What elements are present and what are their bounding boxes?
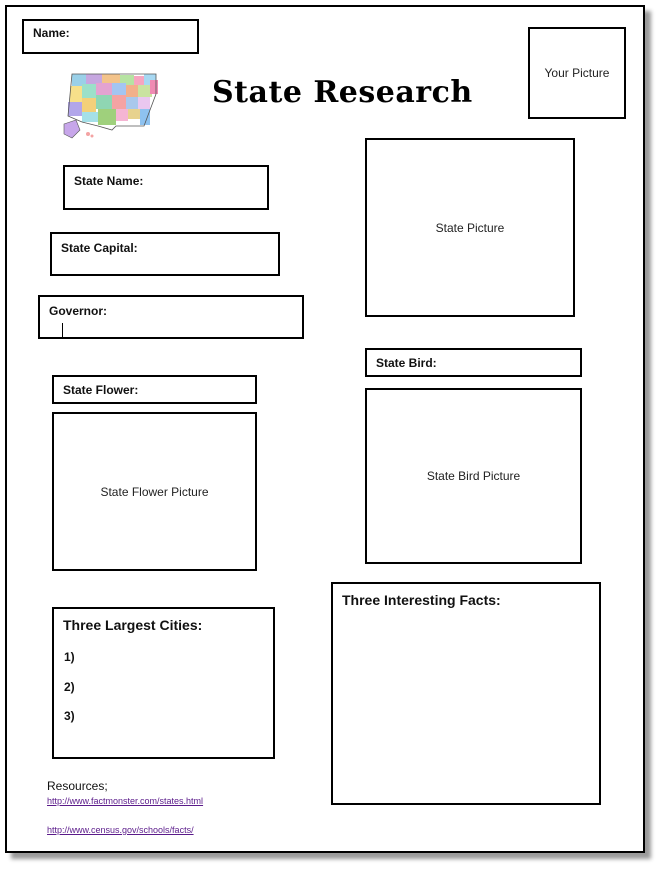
state-flower-label: State Flower:: [63, 383, 139, 397]
governor-field[interactable]: [38, 295, 304, 339]
largest-cities-label: Three Largest Cities:: [63, 617, 203, 633]
resources-label: Resources;: [47, 779, 108, 793]
state-capital-label: State Capital:: [61, 241, 138, 255]
city-item-2: 2): [64, 680, 75, 694]
state-name-label: State Name:: [74, 174, 144, 188]
resource-link-census[interactable]: http://www.census.gov/schools/facts/: [47, 825, 194, 835]
your-picture-label: Your Picture: [544, 66, 610, 80]
usa-map-icon: [62, 68, 166, 140]
state-bird-picture-box[interactable]: [365, 388, 582, 564]
state-name-field[interactable]: [63, 165, 269, 210]
governor-label: Governor:: [49, 304, 108, 318]
page-title: State Research: [212, 75, 473, 110]
state-flower-picture-box[interactable]: [52, 412, 257, 571]
name-label: Name:: [33, 26, 70, 40]
interesting-facts-box[interactable]: [331, 582, 601, 805]
state-bird-label: State Bird:: [376, 356, 437, 370]
state-flower-picture-label: State Flower Picture: [100, 484, 209, 499]
name-field[interactable]: [22, 19, 199, 54]
text-cursor: [62, 323, 63, 337]
city-item-1: 1): [64, 650, 75, 664]
state-flower-field[interactable]: [52, 375, 257, 404]
state-picture-label: State Picture: [435, 220, 505, 235]
state-capital-field[interactable]: [50, 232, 280, 276]
state-picture-box[interactable]: [365, 138, 575, 317]
your-picture-box[interactable]: [528, 27, 626, 119]
state-bird-picture-label: State Bird Picture: [426, 469, 521, 483]
interesting-facts-label: Three Interesting Facts:: [342, 592, 501, 608]
state-bird-field[interactable]: [365, 348, 582, 377]
largest-cities-box[interactable]: [52, 607, 275, 759]
resource-link-factmonster[interactable]: http://www.factmonster.com/states.html: [47, 796, 204, 806]
city-item-3: 3): [64, 709, 75, 723]
